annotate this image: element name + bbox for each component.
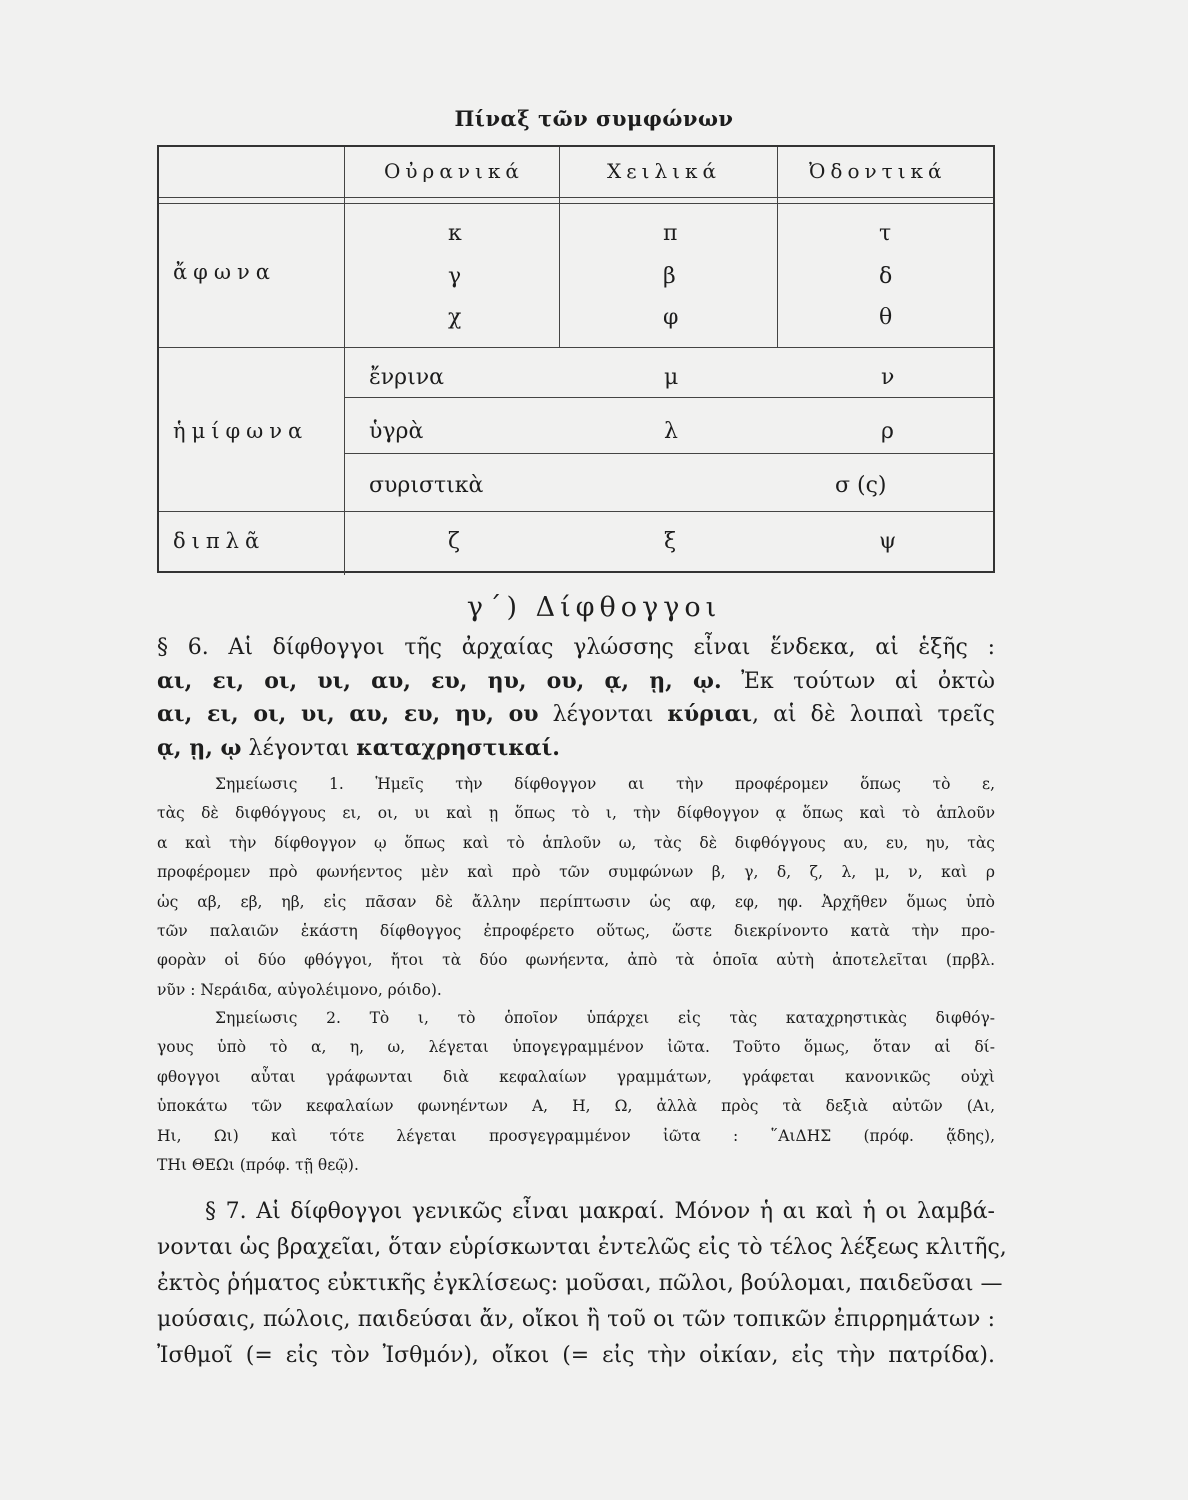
text-line: γους ὑπὸ τὸ α, η, ω, λέγεται ὑπογεγραμμένον ἰῶτα. Τοῦτο ὅμως, ὅταν αἱ δί- — [157, 1038, 995, 1057]
table-cell: φ — [663, 305, 679, 330]
table-cell: ὑγρὰ — [369, 419, 424, 444]
table-cell: λ — [664, 419, 678, 444]
header-labial: Χειλικά — [607, 159, 721, 183]
text-line: ὡς αβ, εβ, ηβ, εἰς πᾶσαν δὲ ἄλλην περίπτωσιν ὡς αφ, εφ, ηφ. Ἀρχῆθεν ὅμως ὑπὸ — [157, 892, 995, 911]
text-line: § 7. Αἱ δίφθογγοι γενικῶς εἶναι μακραί. Μόνον ἡ αι καὶ ἡ οι λαμβά- — [205, 1199, 995, 1224]
table-cell: β — [663, 264, 676, 289]
table-title: Πίναξ τῶν συμφώνων — [454, 106, 734, 131]
text-line: Σημείωσις 1. Ἡμεῖς τὴν δίφθογγον αι τὴν προφέρομεν ὅπως τὸ ε, — [215, 775, 995, 793]
text-line: νονται ὡς βραχεῖαι, ὅταν εὑρίσκωνται ἐντελῶς εἰς τὸ τέλος λέξεως κλιτῆς, — [157, 1235, 1007, 1260]
text-line: τῶν παλαιῶν ἑκάστη δίφθογγος ἐπροφέρετο οὕτως, ὥστε διεκρίνοντο κατὰ τὴν προ- — [157, 922, 995, 941]
text-line: § 6. Αἱ δίφθογγοι τῆς ἀρχαίας γλώσσης εἶναι ἕνδεκα, αἱ ἑξῆς : — [157, 635, 995, 660]
row-divider — [159, 511, 993, 512]
row-label-afona: ἄφωνα — [173, 260, 276, 284]
header-velar: Οὐρανικά — [384, 159, 524, 183]
text-line: φθογγοι αὗται γράφωνται διὰ κεφαλαίων γραμμάτων, γράφεται κανονικῶς οὐχὶ — [157, 1067, 995, 1086]
header-dental: Ὀδοντικά — [809, 159, 947, 183]
row-label-dipla: διπλᾶ — [173, 529, 266, 553]
text-line: νῦν : Νεράιδα, αὐγολέιμονο, ρόιδο). — [157, 980, 442, 999]
column-divider — [777, 147, 778, 347]
text-line: Σημείωσις 2. Τὸ ι, τὸ ὁποῖον ὑπάρχει εἰς τὰς καταχρηστικὰς διφθόγ- — [215, 1009, 995, 1027]
text-span: Ἐκ τούτων αἱ ὀκτὼ — [741, 668, 995, 694]
text-line: προφέρομεν πρὸ φωνήεντος μὲν καὶ πρὸ τῶν συμφώνων β, γ, δ, ζ, λ, μ, ν, καὶ ρ — [157, 863, 995, 882]
subrow-divider — [344, 453, 993, 454]
table-cell: ψ — [879, 529, 897, 554]
bold-text: αι, ει, οι, υι, αυ, ευ, ηυ, ου, ᾳ, ῃ, ῳ. — [157, 667, 722, 694]
bold-text: καταχρηστικαί. — [356, 734, 560, 761]
section-heading: γ΄) Δίφθογγοι — [466, 592, 722, 623]
column-divider — [344, 147, 345, 575]
text-span: λέγονται — [552, 702, 654, 727]
table-cell: π — [663, 221, 678, 246]
text-line: ἐκτὸς ῥήματος εὐκτικῆς ἐγκλίσεως: μοῦσαι, πῶλοι, βούλομαι, παιδεῦσαι — — [157, 1271, 1003, 1296]
subrow-divider — [344, 397, 993, 398]
table-cell: τ — [879, 221, 892, 246]
consonants-table — [157, 145, 995, 573]
text-line — [157, 732, 995, 766]
table-cell: ρ — [881, 419, 894, 444]
text-line: τὰς δὲ διφθόγγους ει, οι, υι καὶ ῃ ὅπως τὸ ι, τὴν δίφθογγον ᾳ ὅπως καὶ τὸ ἁπλοῦν — [157, 804, 995, 823]
bold-text: ᾳ, ῃ, ῳ — [157, 734, 242, 761]
table-cell: γ — [448, 264, 462, 289]
table-cell: συριστικὰ — [369, 473, 484, 498]
table-cell: ἔνρινα — [369, 365, 444, 390]
table-cell: ξ — [664, 529, 677, 554]
text-line: Ἰσθμοῖ (= εἰς τὸν Ἰσθμόν), οἴκοι (= εἰς τὴν οἰκίαν, εἰς τὴν πατρίδα). — [157, 1343, 995, 1368]
header-rule — [159, 197, 993, 198]
text-line: μούσαις, πώλοις, παιδεύσαι ἄν, οἴκοι ἢ τοῦ οι τῶν τοπικῶν ἐπιρρημάτων : — [157, 1307, 995, 1332]
table-cell: σ (ς) — [835, 473, 887, 498]
note-2 — [157, 1004, 995, 1180]
text-line: ΤΗι ΘΕΩι (πρόφ. τῇ θεῷ). — [157, 1156, 359, 1175]
table-cell: ν — [881, 365, 895, 390]
row-divider — [159, 347, 993, 348]
text-line: ὑποκάτω τῶν κεφαλαίων φωνηέντων Α, Η, Ω, ἀλλὰ πρὸς τὰ δεξιὰ αὐτῶν (Αι, — [157, 1097, 995, 1116]
table-cell: κ — [448, 221, 462, 246]
section-6 — [157, 632, 995, 765]
table-cell: ζ — [448, 529, 460, 554]
table-cell: χ — [448, 305, 462, 330]
column-divider — [559, 147, 560, 347]
table-cell: μ — [664, 365, 679, 390]
bold-text: κύριαι — [667, 701, 753, 727]
text-span: , αἱ δὲ λοιπαὶ τρεῖς — [752, 702, 995, 727]
section-7 — [157, 1194, 1007, 1374]
header-rule-double — [159, 203, 993, 204]
text-line — [157, 698, 995, 732]
bold-text: αι, ει, οι, υι, αυ, ευ, ηυ, ου — [157, 701, 539, 727]
table-cell: δ — [879, 264, 893, 289]
text-line: Ηι, Ωι) καὶ τότε λέγεται προσγεγραμμένον ἰῶτα : ῞ΑιΔΗΣ (πρόφ. ᾅδης), — [157, 1126, 995, 1145]
text-line: φορὰν οἱ δύο φθόγγοι, ἤτοι τὰ δύο φωνήεντα, ἀπὸ τὰ ὁποῖα αὐτὴ ἀποτελεῖται (πρβλ. — [157, 951, 995, 970]
text-line — [157, 665, 995, 699]
note-1 — [157, 770, 995, 1005]
text-span: λέγονται — [248, 735, 350, 761]
table-cell: θ — [879, 305, 893, 330]
text-line: α καὶ τὴν δίφθογγον ῳ ὅπως καὶ τὸ ἁπλοῦν ω, τὰς δὲ διφθόγγους αυ, ευ, ηυ, τὰς — [157, 833, 995, 852]
row-label-imifona: ἡμίφωνα — [173, 419, 309, 443]
